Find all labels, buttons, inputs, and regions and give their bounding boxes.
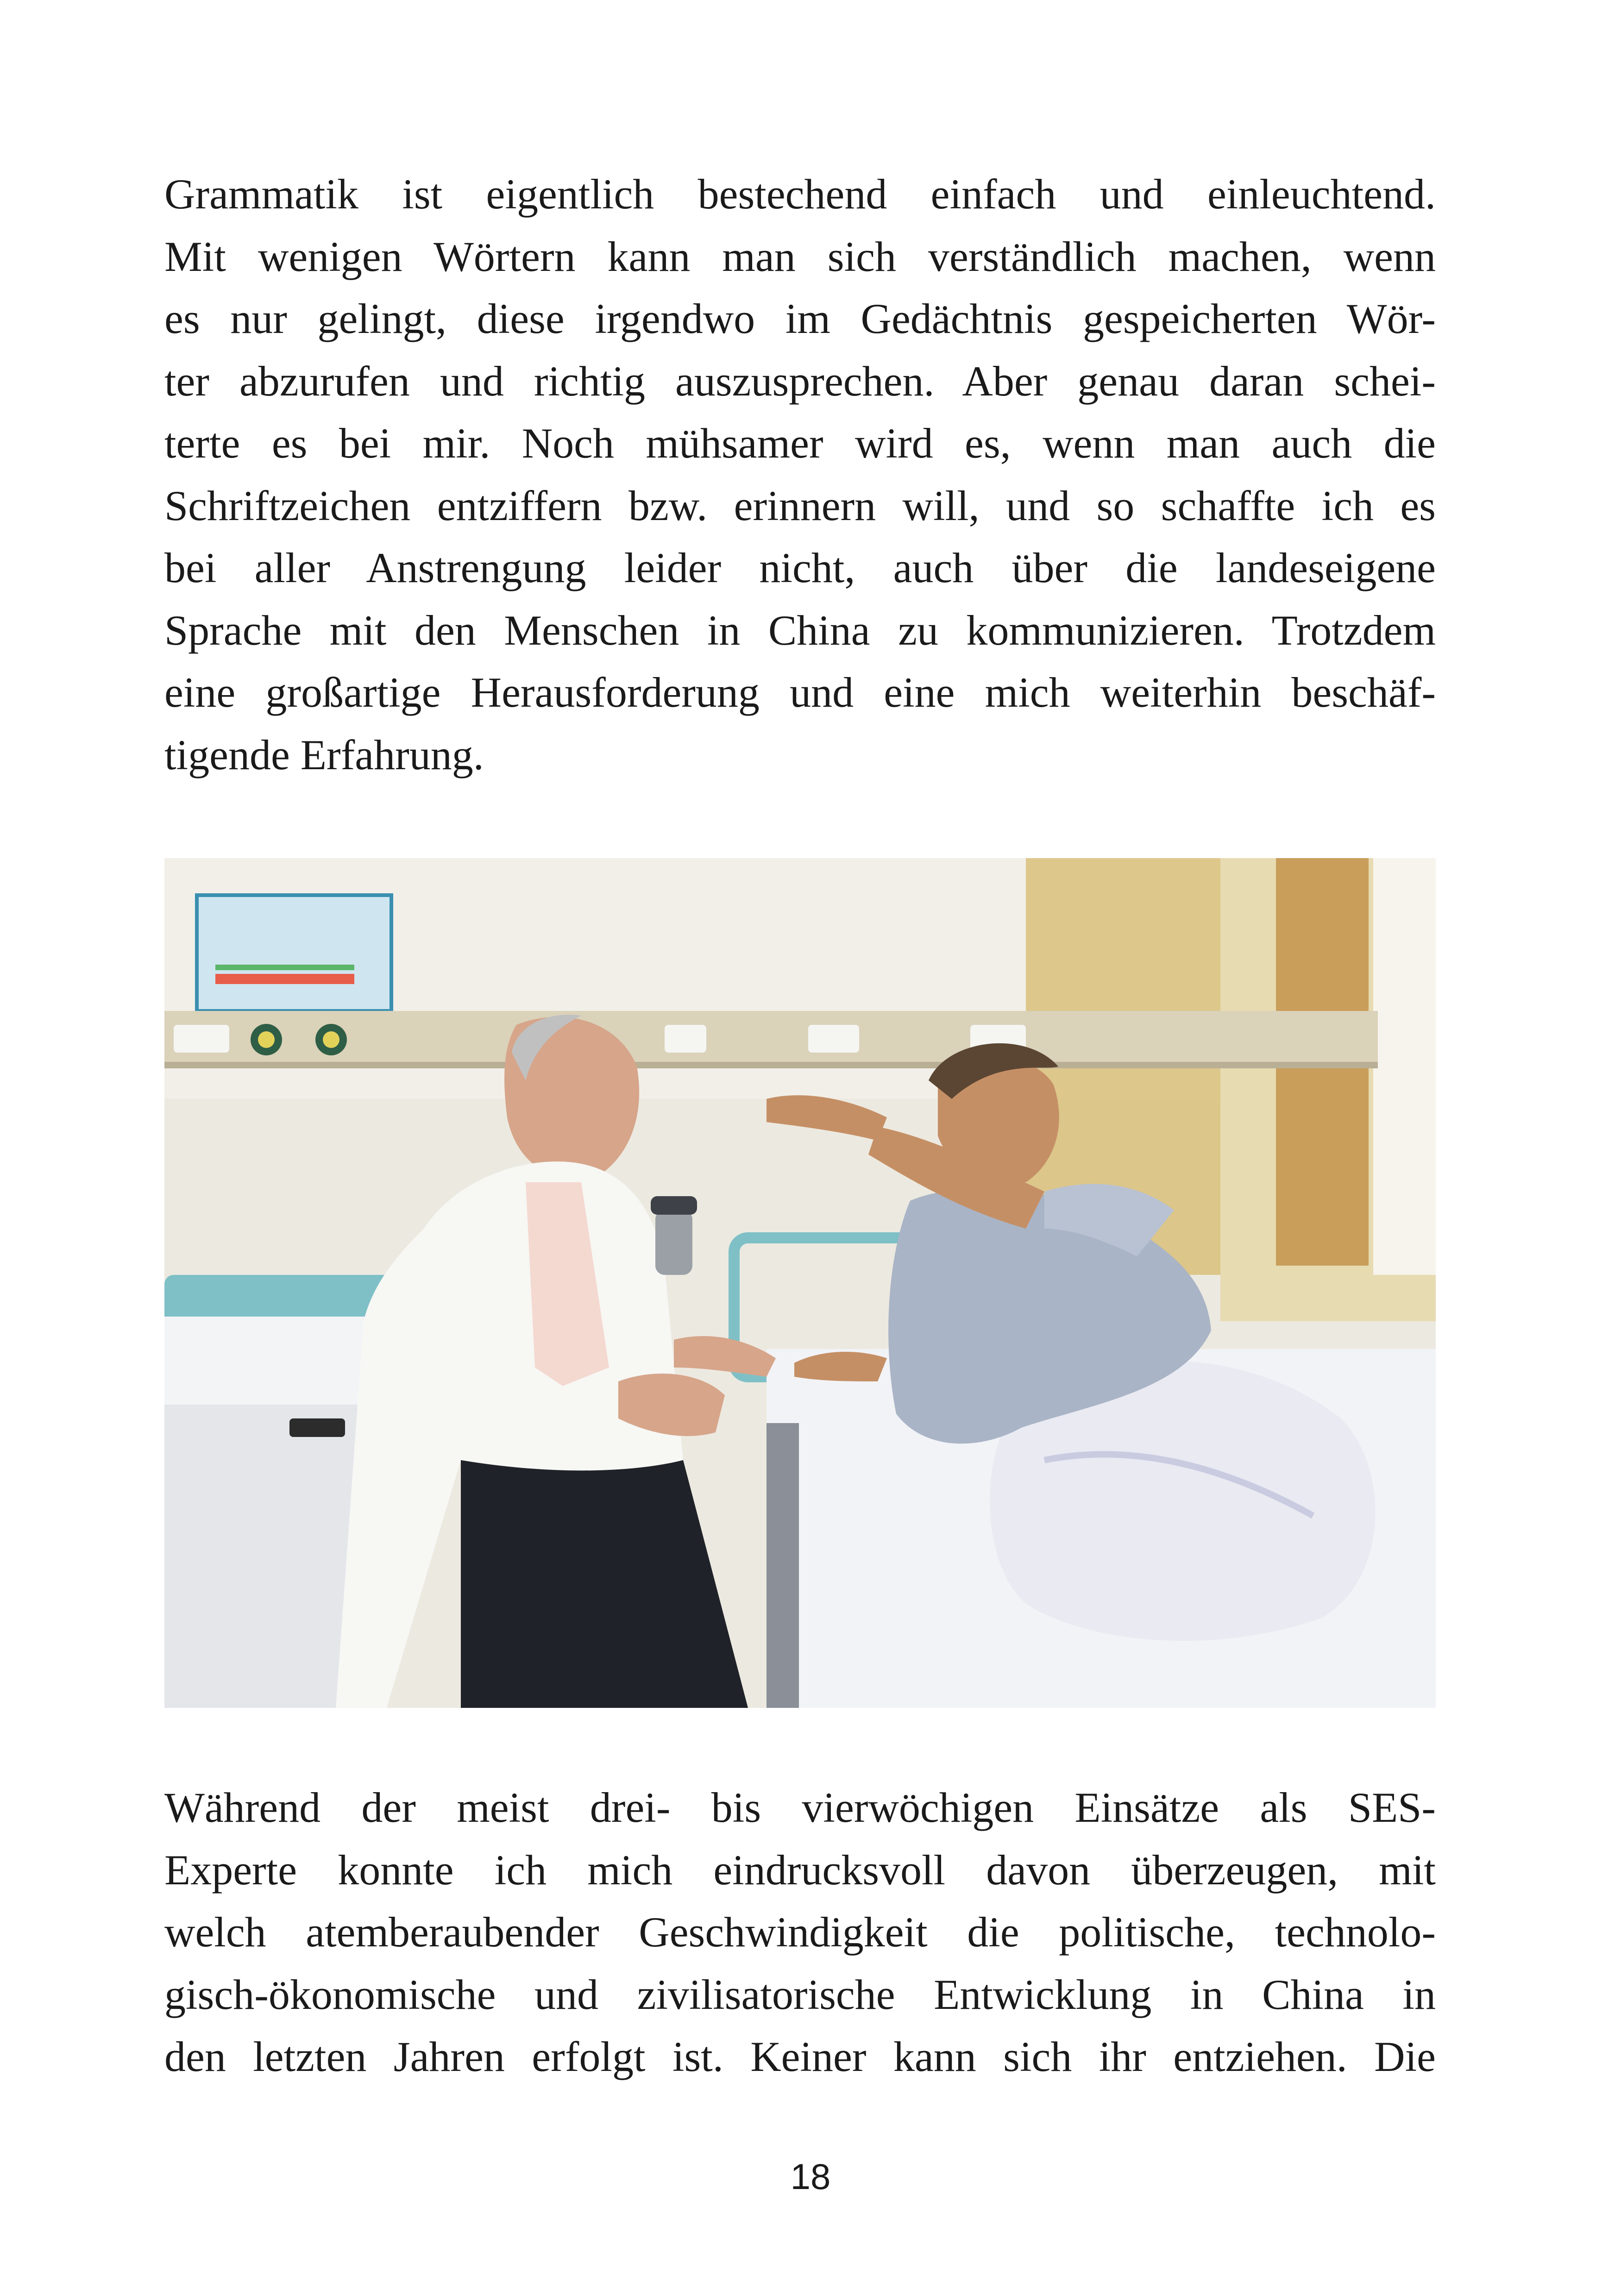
paragraph-2 [164,1776,1436,2088]
text-line: Mit wenigen Wörtern kann man sich verständlich machen, wenn [164,232,1436,280]
text-line: bei aller Anstrengung leider nicht, auch über die landeseigene [164,544,1436,591]
text-line: tigende Erfahrung. [164,731,484,778]
text-line: Schriftzeichen entziffern bzw. erinnern will, und so schaffte ich es [164,482,1436,529]
page-number: 18 [790,2156,831,2197]
text-line: es nur gelingt, diese irgendwo im Gedächtnis gespeicherten Wör- [164,295,1436,342]
text-line: Sprache mit den Menschen in China zu kommunizieren. Trotzdem [164,606,1436,654]
text-line: terte es bei mir. Noch mühsamer wird es, wenn man auch die [164,420,1436,467]
text-line: Experte konnte ich mich eindrucksvoll davon überzeugen, mit [164,1846,1436,1894]
text-line: den letzten Jahren erfolgt ist. Keiner kann sich ihr entziehen. Die [164,2033,1436,2080]
text-line: ter abzurufen und richtig auszusprechen. Aber genau daran schei- [164,357,1436,405]
text-line: welch atemberaubender Geschwindigkeit die politische, technolo- [164,1908,1436,1956]
paragraph-1 [164,163,1436,786]
text-line: Während der meist drei- bis vierwöchigen Einsätze als SES- [164,1784,1436,1831]
text-line: Grammatik ist eigentlich bestechend einfach und einleuchtend. [164,170,1436,218]
text-line: gisch-ökonomische und zivilisatorische Entwicklung in China in [164,1970,1436,2018]
text-line: eine großartige Herausforderung und eine mich weiterhin beschäf- [164,669,1436,716]
photo-doctor-patient [164,858,1436,1708]
photo-hospital-scene-icon [164,858,1436,1708]
